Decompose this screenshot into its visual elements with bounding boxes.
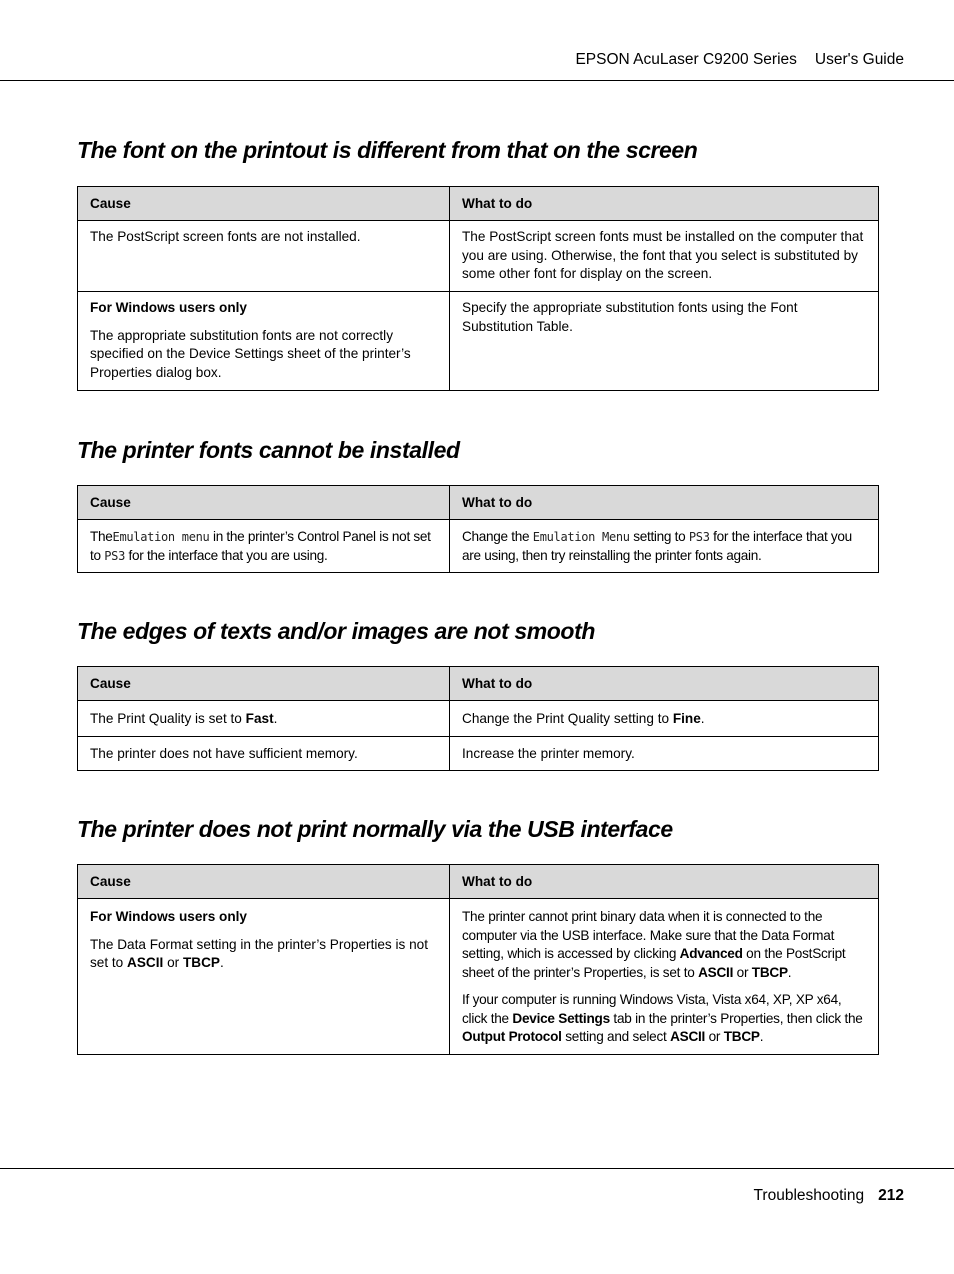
cause-heading: For Windows users only	[90, 909, 247, 924]
cause-cell	[78, 520, 450, 573]
emulation-menu-code: Emulation menu	[112, 530, 210, 544]
what-to-do-header: What to do	[450, 486, 879, 520]
cause-text: The Data Format setting in the printer’s Properties is not set to ASCII or TBCP.	[90, 936, 428, 970]
what-to-do-header: What to do	[450, 187, 879, 221]
fix-text: The printer cannot print binary data when it is connected to the computer via the USB interface. Make sure that the Data Format setting, which is accessed by clicking Advanced on the PostScript sheet of the printer’s Properties, is set to ASCII or TBCP.	[462, 909, 846, 980]
cause-text: The appropriate substitution fonts are not correctly specified on the Device Settings sheet of the printer’s Properties dialog box.	[90, 327, 411, 380]
cause-heading: For Windows users only	[90, 300, 247, 315]
cause-header: Cause	[78, 667, 450, 701]
cause-cell	[78, 701, 450, 737]
what-to-do-header: What to do	[450, 667, 879, 701]
table-row	[78, 701, 879, 737]
section-title-edges-not-smooth: The edges of texts and/or images are not smooth	[77, 618, 595, 644]
table-row	[78, 221, 879, 292]
fix-cell	[450, 899, 879, 1055]
cause-header: Cause	[78, 486, 450, 520]
cause-text: The PostScript screen fonts are not installed.	[90, 229, 361, 244]
cause-text: The printer does not have sufficient memory.	[90, 745, 358, 761]
fix-text: Change the Emulation Menu setting to PS3 for the interface that you are using, then try reinstalling the printer fonts again.	[462, 529, 852, 563]
table-header-row	[78, 187, 879, 221]
section-title-usb-interface: The printer does not print normally via the USB interface	[77, 816, 673, 842]
fix-text: Change the Print Quality setting to Fine.	[462, 711, 705, 726]
cause-header: Cause	[78, 187, 450, 221]
page-number: 212	[878, 1187, 904, 1204]
cause-text: TheEmulation menu in the printer’s Control Panel is not set to PS3 for the interface that you are using.	[90, 529, 431, 563]
section-title-printer-fonts: The printer fonts cannot be installed	[77, 437, 460, 463]
font-difference-table	[77, 186, 879, 391]
running-footer	[754, 1187, 904, 1205]
printer-fonts-table	[77, 485, 879, 573]
ps3-code: PS3	[688, 530, 710, 544]
fix-cell	[450, 701, 879, 737]
section-title-font-difference: The font on the printout is different from that on the screen	[77, 137, 698, 163]
fix-cell	[450, 520, 879, 573]
usb-interface-table	[77, 864, 879, 1055]
footer-rule	[0, 1168, 954, 1169]
fix-text: Increase the printer memory.	[462, 745, 635, 761]
cause-cell	[78, 292, 450, 391]
cause-cell	[78, 221, 450, 292]
header-product: EPSON AcuLaser C9200 Series	[575, 51, 797, 68]
fix-text: The PostScript screen fonts must be installed on the computer that you are using. Otherwise, the font that you select is substituted by some other font for display on the screen.	[462, 229, 864, 281]
edges-table	[77, 666, 879, 771]
cause-text: The Print Quality is set to Fast.	[90, 711, 278, 726]
footer-section: Troubleshooting	[753, 1187, 865, 1204]
fix-text: If your computer is running Windows Vista, Vista x64, XP, XP x64, click the Device Settings tab in the printer’s Properties, then click the Output Protocol setting and select ASCII or TBCP.	[462, 992, 863, 1044]
emulation-menu-code: Emulation Menu	[532, 530, 630, 544]
cause-header: Cause	[78, 865, 450, 899]
cause-cell	[78, 899, 450, 1055]
table-header-row	[78, 667, 879, 701]
header-guide: User's Guide	[814, 51, 904, 68]
table-header-row	[78, 865, 879, 899]
table-header-row	[78, 486, 879, 520]
table-row	[78, 292, 879, 391]
fix-cell	[450, 292, 879, 391]
ps3-code: PS3	[104, 548, 126, 563]
fix-cell	[450, 736, 879, 771]
cause-cell	[78, 736, 450, 771]
running-header	[575, 51, 904, 69]
what-to-do-header: What to do	[450, 865, 879, 899]
table-row	[78, 736, 879, 771]
table-row	[78, 899, 879, 1055]
fix-text: Specify the appropriate substitution fonts using the Font Substitution Table.	[462, 300, 798, 334]
header-rule	[0, 80, 954, 81]
table-row	[78, 520, 879, 573]
fix-cell	[450, 221, 879, 292]
